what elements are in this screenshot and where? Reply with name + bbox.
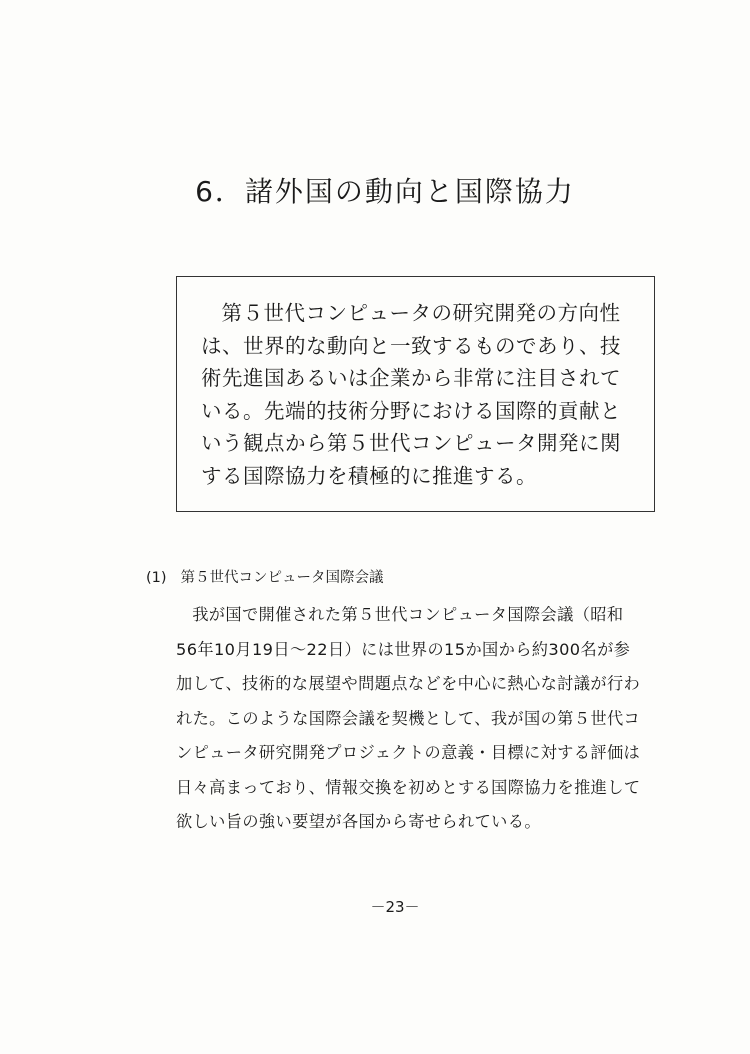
scan-speck	[52, 1038, 92, 1044]
summary-text: 第５世代コンピュータの研究開発の方向性は、世界的な動向と一致するものであり、技術先進国あるいは企業から非常に注目されている。先端的技術分野における国際的貢献という観点から第５世代コンピュータ開発に関する国際協力を積極的に推進する。	[201, 301, 621, 488]
section-number: (1)	[146, 570, 167, 586]
chapter-title: 6．諸外国の動向と国際協力	[195, 175, 575, 208]
summary-box	[176, 276, 655, 512]
section-title: 第５世代コンピュータ国際会議	[180, 570, 384, 586]
page-number: －23－	[370, 898, 420, 916]
section-heading	[146, 566, 384, 587]
section-body: 我が国で開催された第５世代コンピュータ国際会議（昭和56年10月19日～22日）には世界の15か国から約300名が参加して、技術的な展望や問題点などを中心に熱心な討議が行われた。このような国際会議を契機として、我が国の第５世代コンピュータ研究開発プロジェクトの意義・目標に対する評価は日々高まっており、情報交換を初めとする国際協力を推進して欲しい旨の強い要望が各国から寄せられている。	[176, 605, 641, 831]
